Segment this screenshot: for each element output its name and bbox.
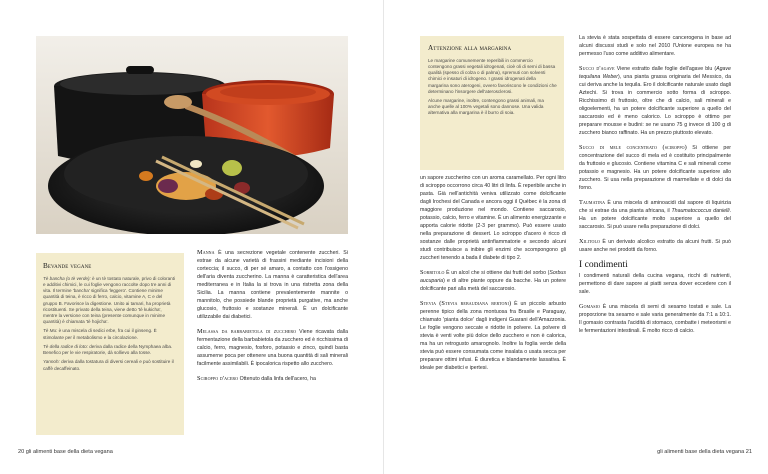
bevande-p3: Tè della radice di loto: deriva dalla radice della Nymphaea alba. Benefico per le vie respiratorie, dà sollievo alla tosse. [43,343,173,356]
condimenti-heading: I condimenti [579,259,628,270]
succo-agave-entry: Succo d'agave Viene estratto dalle foglie dell'agave blu (Agave tequilana Weber), una pianta grassa originaria del Messico, da cui deriva anche la tequila. Ero il dolcificante naturale usato dagli Aztechi. Si trova in commercio sotto forma di sciroppo. Ricchissimo di fruttosio, oltre che di calcio, sali minerali e oligoelementi, ha un potere dolcificante superiore a quello del saccarosio ed è meno calorico. Lo sciroppo è ottimo per preparare mousse e budini: se ne usano 75 g invece di 100 g di zucchero bianco raffinato. Ha un prezzo piuttosto elevato. [579,65,731,136]
bevande-p4: Yannoh: deriva dalla tostatura di diversi cereali e può sostituire il caffè decaffeinato. [43,359,174,371]
bevande-p1: Tè bancha (o tè verde): è un tè tostato naturale, privo di coloranti e additivi chimici, le cui foglie vengono raccolte dopo tre anni di vita. Il termine 'bancha' significa 'leggero'. Contiene minime quantità di teina, è ricco di ferro, calcio, vitamine A, C e del gruppo B. Favorisce la digestione. Unito ai tamari, ha proprietà ricostituenti. Se privato della teina, viene detto 'tè kukicha', mentre la versione con teina (presente comunque in minime quantità) è chiamata 'tè hojicha'. [43,276,176,325]
stevia-continued: La stevia è stata sospettata di essere cancerogena in base ad alcuni discussi studi e solo nel 2010 l'Unione europea ne ha permesso l'uso come additivo alimentare. [579,35,731,57]
melassa-entry: Melassa da barbabietola di zucchero Viene ricavata dalla fermentazione della barbabietola da zucchero ed è ricchissima di calcio, ferro, magnesio, fosforo, potassio e zinco, quindi basta assumerne poca per ottenere una buona quantità di sali minerali facilmente assimilabili. È ipocalorica rispetto allo zucchero. [197,328,348,367]
margarina-title: Attenzione alla margarina [428,44,512,52]
stevia-entry: Stevia (Stevia rebaudiana bertoni) È un piccolo arbusto perenne tipico della zona montuosa fra Brasile e Paraguay, chiamato 'pianta dolce' dagli indigeni Guarani dell'Amazzonia. Le foglie vengono seccate e ridotte in polvere. La polvere di stevia è venti volte più dolce dello zucchero e non è calorica, ma ha un retrogusto amarognolo. Inoltre la foglia verde della stevia può essere consumata come insalata o usata secca per preparare ottimi infusi. È diuretica e blandamente lassativa. È ideale per diabetici e ipertesi. [420,300,566,371]
manna-entry: Manna È una secrezione vegetale contenente zuccheri. Si estrae da alcune varietà di frassini mediante incisioni della corteccia; il succo, di per sé amaro, a contatto con l'ossigeno dell'aria diventa zuccherino. La manna è caratteristica dell'area mediterranea e in Italia la si trova in una ristretta zona della Sicilia. La manna contiene prevalentemente mannite o mannitolo, che possiede blande proprietà purgative, ma anche glucosio, fruttosio e sostanze minerali. È un dolcificante utilizzabile dai diabetici. [197,249,348,320]
succo-mele-entry: Succo di mele concentrato (sciroppo) Si ottiene per concentrazione del succo di mela ed è costituito principalmente da fruttosio e glucosio. Contiene vitamina C e sali minerali come potassio e magnesio. Ha un potere dolcificante superiore allo zucchero. Si usa nella preparazione di marmellate e di dolci da forno. [579,144,731,191]
margarina-p1: Le margarine comunemente reperibili in commercio contengono grassi vegetali idrogenati, cioè oli di semi di bassa qualità (spesso di colza o di palma), spremuti con solventi chimici e insaturi di idrogeno. I grassi idrogenati della margarina sono aterogeni, ovvero favoriscono le condizioni che determinano l'insorgere dell'aterosclerosi. [428,58,557,94]
sciroppo-acero-entry: Sciroppo d'acero Ottenuto dalla linfa dell'acero, ha [197,375,316,382]
gomasio-entry: Gomasio È una miscela di semi di sesamo tostati e sale. La proporzione tra sesamo e sale varia generalmente da 7:1 a 10:1. Il gomasio contrasta l'acidità di stomaco, combatte i meteorismi e le fermentazioni intestinali. È molto ricco di calcio. [579,303,732,334]
taumatina-entry: Taumatina È una miscela di aminoacidi dal sapore di liquirizia che si estrae da una pianta africana, il Thaumatococcus danielli. Ha un potere dolcificante molto superiore a quello del saccarosio. Si può usare nella preparazione di dolci. [579,199,732,230]
margarina-box [420,36,564,170]
middle-text-column [420,174,566,372]
sciroppo-acero-continued: un sapore zuccherino con un aroma caramellato. Per ogni litro di sciroppo occorrono circa 40 litri di linfa. È reperibile anche in pasta. Già nell'antichità veniva utilizzato come dolcificante dagli Irochesi del Canada e ancora oggi il Québec è la zona di maggiore produzione nel mondo. Contiene saccarosio, potassio, calcio, ferro e vitamine. È un alimento energizzante e apporta calorie ridotte (2-3 per grammo). Può essere usato nella preparazione di dessert. Lo sciroppo d'acero è ricco di sostanze dalle proprietà antinfiammatorie e secondo alcuni studi contribuisce a inibire gli enzimi che scompongono gli zuccheri tenendo a bada il diabete di tipo 2. [420,175,566,261]
margarina-p2: Alcune margarine, inoltre, contengono grassi animali, ma anche quelle al 100% vegetali sono dannose. Una valida alternativa alla margarina è il burro di soia. [428,98,544,116]
right-page [384,0,768,474]
bevande-p2: Tè Mu: è una miscela di sedici erbe, fra cui il ginseng. È stimolante per il metabolismo e la circolazione. [43,328,157,340]
sorbitolo-entry: Sorbitolo È un alcol che si ottiene dai frutti del sorbo (Sorbus aucuparia) e di altre piante oppure da bacche. Ha un potere dolcificante pari alla metà del saccarosio. [420,269,566,292]
bevande-vegane-box [36,253,184,435]
right-text-column [579,34,731,335]
cookware-photo-illustration [36,36,348,234]
left-folio: 20 gli alimenti base della dieta vegana [18,449,113,455]
cookware-photo [36,36,348,234]
bevande-vegane-title: Bevande vegane [43,262,92,270]
condimenti-intro: I condimenti naturali della cucina vegana, ricchi di nutrienti, permettono di dare sapore ai piatti senza dover eccedere con il sale. [579,273,731,295]
right-folio: gli alimenti base della dieta vegana 21 [657,449,752,455]
left-text-column [197,249,348,383]
xilitolo-entry: Xilitolo È un derivato alcolico estratto da alcuni frutti. Si può usare anche nei prodotti da forno. [579,238,731,253]
